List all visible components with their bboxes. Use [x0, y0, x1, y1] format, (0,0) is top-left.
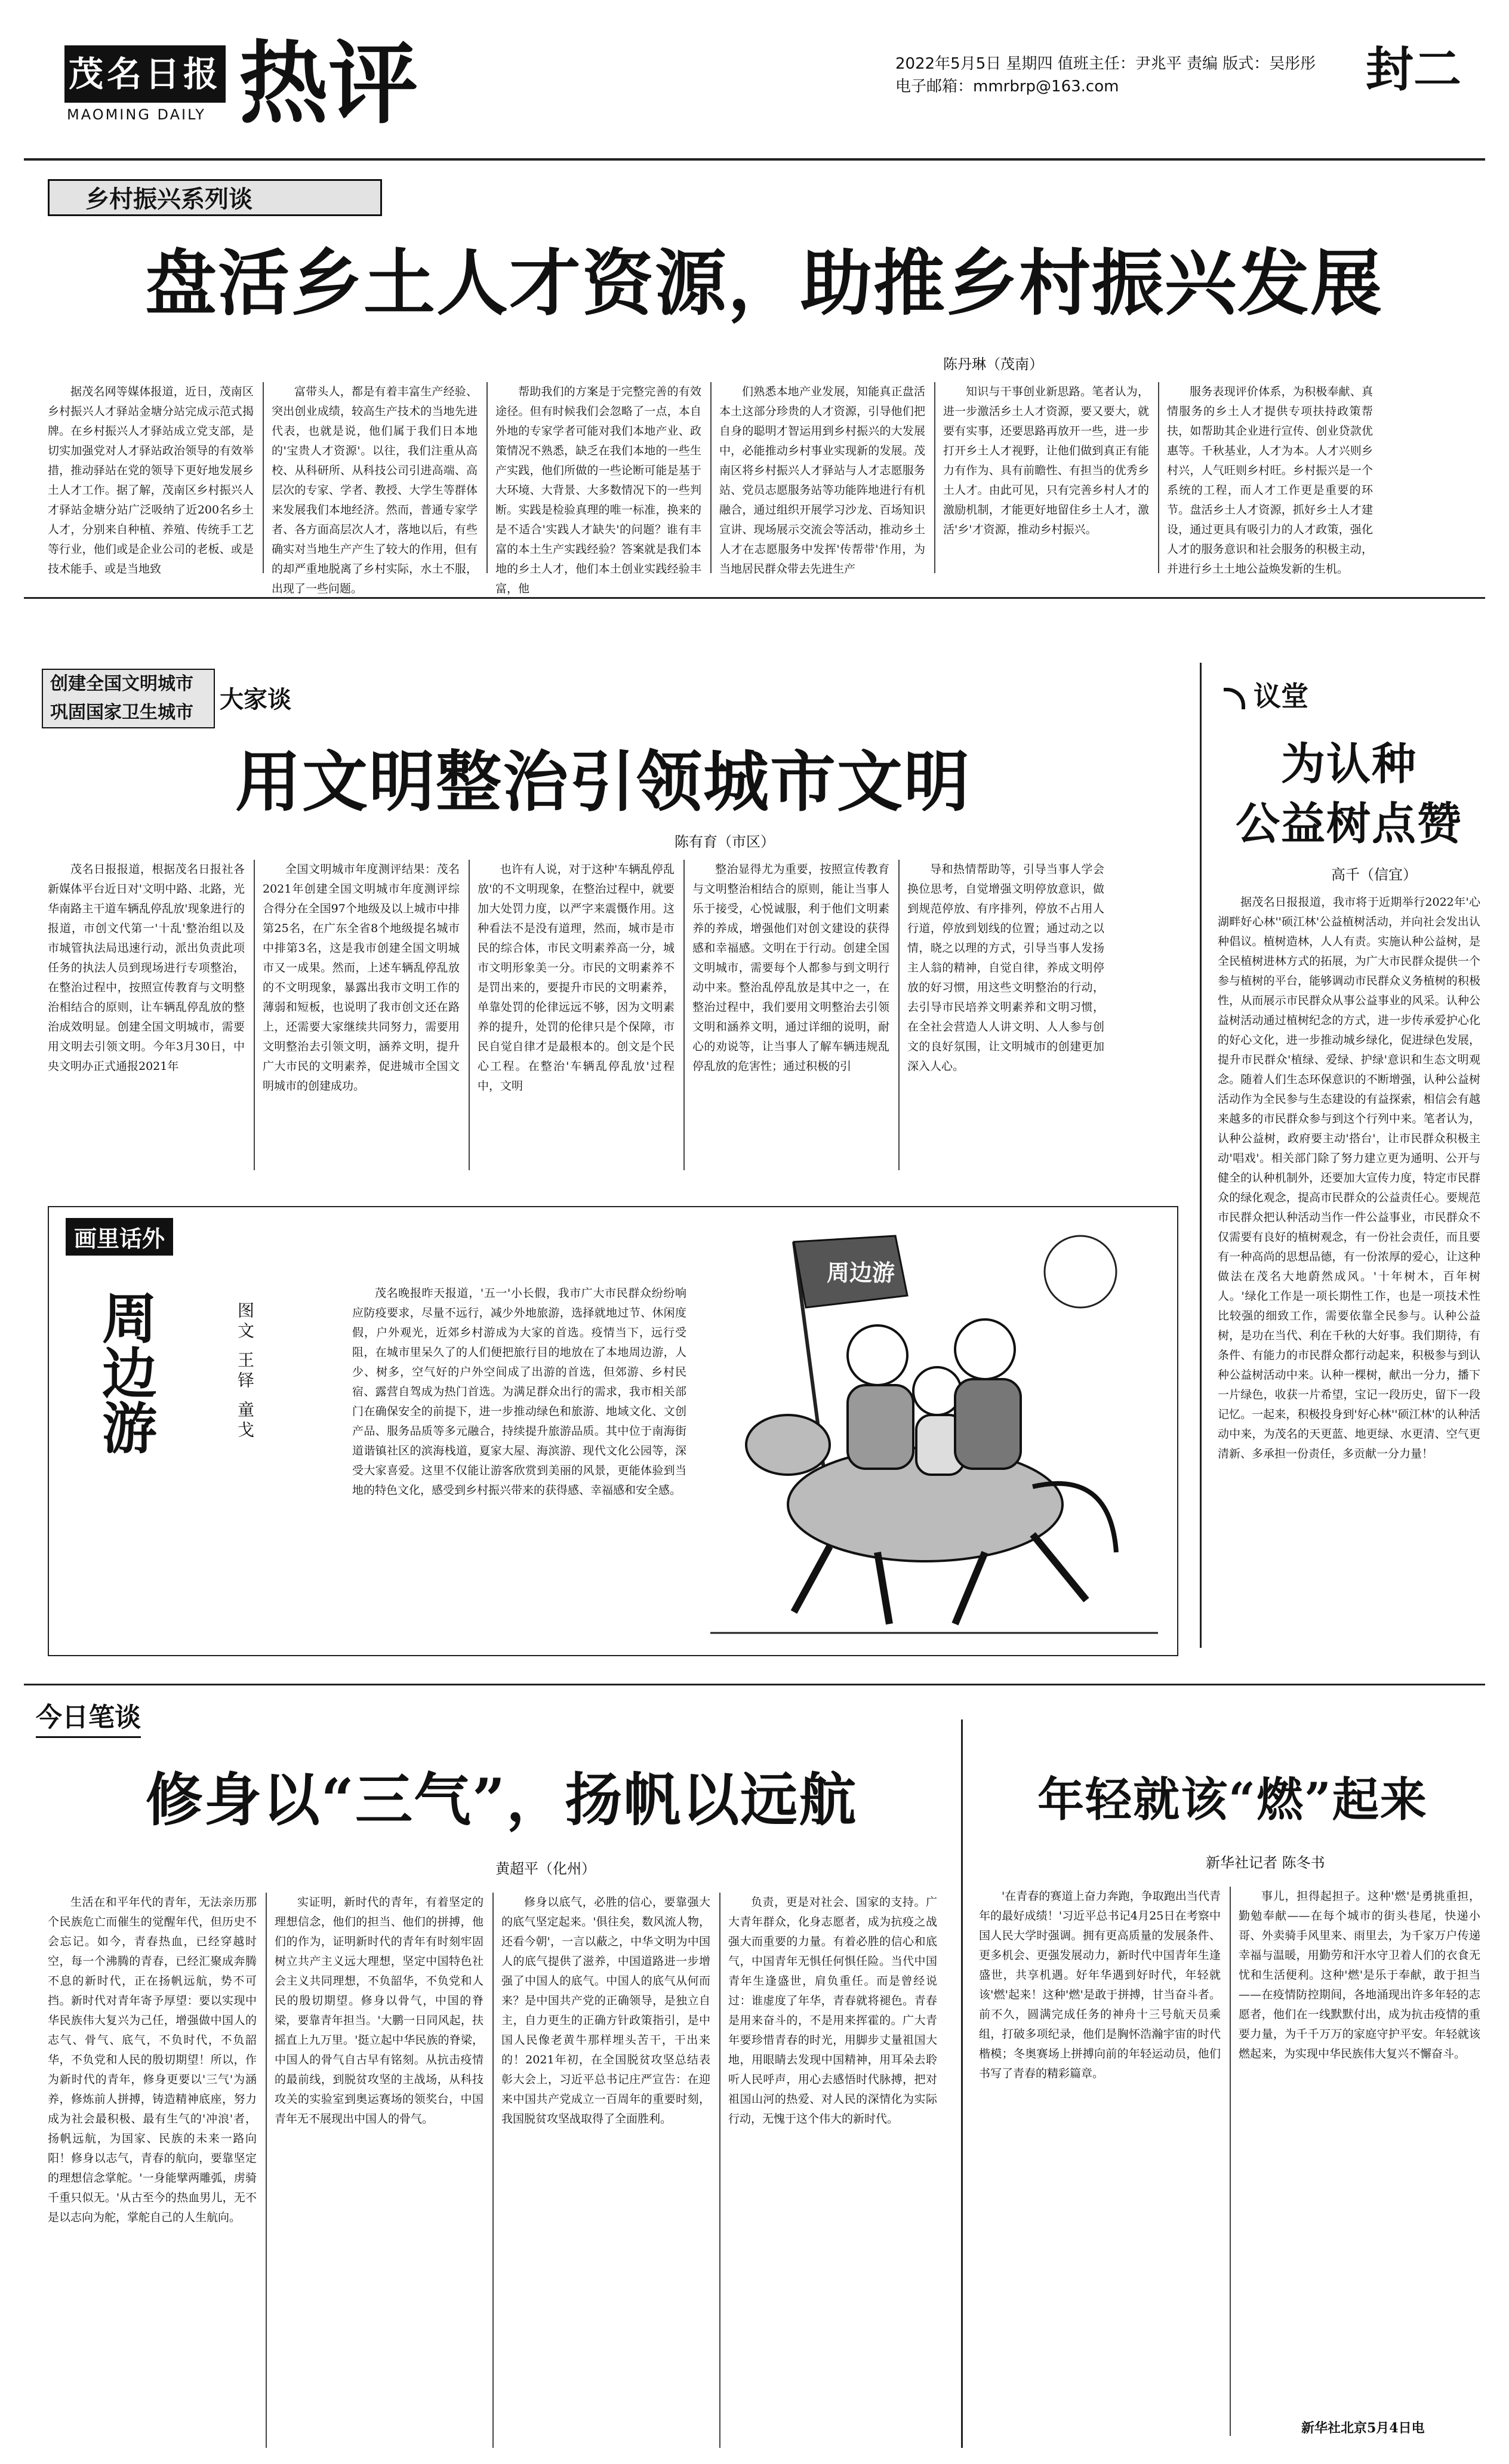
- cartoon-header: 画里话外: [66, 1218, 173, 1256]
- article1-col-2: 富带头人，都是有着丰富生产经验、突出创业成绩，较高生产技术的当地先进代表，也就是说，他们属于我们日本地的'宝贵人才资源'。以往，我们注重从高校、从科研所、从科技公司引进高端、高层次的专家、学者、教授、大学生等群体来发展我们本地经济。然而，普通专家学者、各方面高层次人才，落地以后，有些确实对当地生产产生了较大的作用，但有的却严重地脱离了乡村实际，水土不服，出现了一些问题。: [272, 385, 478, 595]
- column-name: 热评: [239, 32, 418, 136]
- article1-col-5: 知识与干事创业新思路。笔者认为，进一步激活乡土人才资源，要又要大，就要有实事，还要思路再放开一些，进一步打开乡土人才视野，让他们做到真正有能力有作为、具有前瞻性、有担当的优秀乡土人才。由此可见，只有完善乡村人才的激励机制，才能更好地留住乡土人才，激活'乡'才资源，推动乡村振兴。: [943, 385, 1149, 536]
- column-divider: [254, 860, 255, 1170]
- campaign-tag-line-2: 巩固国家卫生城市: [50, 702, 193, 723]
- article4-col-2: 实证明，新时代的青年，有着坚定的理想信念，他们的担当、他们的拼搏，他们的作为，证明新时代的青年有时刻牢固树立共产主义远大理想，坚定中国特色社会主义共同理想，不负韶华，不负党和人民的殷切期望。修身以骨气，中国的脊梁，要靠青年担当。'大鹏一日同风起，扶摇直上九万里。'挺立起中华民族的脊梁，中国人的骨气自古早有铭刻。从抗击疫情的最前线，到脱贫攻坚的主战场，从科技攻关的实验室到奥运赛场的领奖台，中国青年无不展现出中国人的骨气。: [275, 1896, 484, 2125]
- cartoon-credit: 图文 王铎 童戈: [235, 1302, 255, 1441]
- article3-title-line-1: 为认种: [1281, 739, 1417, 790]
- article1-col-1: 据茂名网等媒体报道，近日，茂南区乡村振兴人才驿站金塘分站完成示范式揭牌。在乡村振兴人才驿站成立党支部，是切实加强党对人才驿站政治领导的有效举措，推动驿站在党的领导下更好地发展乡土人才工作。据了解，茂南区乡村振兴人才驿站金塘分站广泛吸纳了近200名乡土人才，分别来自种植、养殖、传统手工艺等行业，他们或是企业公司的老板、或是技术能手、或是当地致: [48, 385, 254, 576]
- horse-head: [746, 1415, 830, 1475]
- sidebar-section: [1224, 675, 1308, 714]
- horse-leg: [955, 1552, 985, 1624]
- article2-col-1: 茂名日报报道，根据茂名日报社各新媒体平台近日对'文明中路、北路，光华南路主干道车辆乱停乱放'现象进行的报道，市创文代第一'十乱'整治组以及市城管执法局迅速行动，派出负责此项任务的执法人员到现场进行专项整治，在整治过程中，按照宣传教育与文明整治相结合的原则，让车辆乱停乱放的整治成效明显。创建全国文明城市，需要用文明去引领文明。今年3月30日，中央文明办正式通报2021年: [48, 863, 245, 1073]
- article2-col-2: 全国文明城市年度测评结果：茂名2021年创建全国文明城市年度测评综合得分在全国97个地级及以上城市中排第25名，在广东全省8个地级提名城市中排第3名，这是我市创建全国文明城市又一成果。然而，上述车辆乱停乱放的不文明现象，暴露出我市文明工作的薄弱和短板，也说明了我市创文还在路上，还需要大家继续共同努力，需要用文明整治去引领文明，涵养文明，提升广大市民的文明素养，促进城市全国文明城市的创建成功。: [263, 863, 460, 1093]
- article3-title-line-2: 公益树点赞: [1236, 798, 1462, 850]
- sidebar-divider: [1200, 663, 1202, 1648]
- rider-father: [848, 1325, 907, 1385]
- article4-title: 修身以“三气”，扬帆以远航: [145, 1766, 858, 1834]
- paper-logo: 茂名日报: [64, 45, 226, 103]
- column-divider: [266, 1893, 267, 2448]
- sun-icon: [1045, 1236, 1116, 1308]
- article2-byline: 陈有育（市区）: [675, 833, 775, 850]
- email-line: 电子邮箱：mmrbrp@163.com: [895, 78, 1119, 96]
- sidebar-section-label: 议堂: [1254, 680, 1308, 712]
- cartoon-illustration: [698, 1218, 1170, 1648]
- article3-body: 据茂名日报报道，我市将于近期举行2022年'心湖畔好心林''硕江林'公益植树活动，并向社会发出认种倡议。植树造林，人人有责。实施认种公益树，是全民植树进林方式的拓展，为广大市民群众提供一个参与植树的平台，能够调动市民群众义务植树的积极性，从而展示市民群众从事公益事业的风采。认种公益树活动通过植树纪念的方式，进一步传承爱护心化的好心文化，进一步推动城乡绿化，促进绿色发展，提升市民群众'植绿、爱绿、护绿'意识和生态文明观念。随着人们生态环保意识的不断增强，认种公益树活动作为全民参与生态建设的有益探索，相信会有越来越多的市民群众参与到这个行列中来。笔者认为，认种公益树，政府要主动'搭台'，让市民群众积极主动'唱戏'。相关部门除了努力建立更为通明、公开与健全的认种机制外，还要加大宣传力度，特定市民群众的绿化观念，提高市民群众的公益责任心。要规范市民群众把认种活动当作一件公益事业，市民群众不仅需要有良好的植树观念，有一份社会责任，而且要有一种高尚的思想品德，有一份浓厚的爱心，让这种做法在茂名大地蔚然成风。'十年树木，百年树人。'绿化工作是一项长期性工作，也是一项技术性比较强的细致工作，需要依靠全民参与。认种公益树，是功在当代、利在千秋的大好事。我们期待，有条件、有能力的市民群众都行动起来，积极参与到认种公益树活动中来。认种一棵树，献出一分力，播下一片绿色，收获一片希望，宝记一段历史，留下一段记忆。一起来，积极投身到'好心林''硕江林'的认种活动中来，为茂名的天更蓝、地更绿、水更清、空气更清新、多承担一份责任，多贡献一分力量！: [1218, 896, 1480, 1460]
- column-divider: [1230, 1887, 1231, 2436]
- issue-meta: [895, 53, 1316, 98]
- column-divider: [710, 382, 712, 573]
- article2-title: 用文明整治引领城市文明: [235, 743, 971, 820]
- campaign-tag-line-1: 创建全国文明城市: [50, 673, 193, 694]
- article1-col-3: 帮助我们的方案是于完整完善的有效途径。但有时候我们会忽略了一点，本自外地的专家学者可能对我们本地产业、政策情况不熟悉，缺乏在我们本地的一些生产实践，他们所做的一些论断可能是基于大环境、大背景、大多数情况下的一些判断。实践是检验真理的唯一标准，换来的是不适合'实践人才缺失'的问题？谁有丰富的本土生产实践经验？答案就是我们本地的乡土人才，他们本土创业实践经验丰富，他: [495, 385, 701, 595]
- section-rule: [24, 1684, 1485, 1685]
- section-rule: [24, 597, 1485, 599]
- column-divider: [1158, 382, 1159, 573]
- date-line: 2022年5月5日 星期四 值班主任：尹兆平 责编 版式：吴彤彤: [895, 55, 1316, 73]
- edition-label: 封二: [1366, 42, 1461, 97]
- column-divider: [898, 860, 900, 1170]
- article4-col-3: 修身以底气，必胜的信心，要靠强大的底气坚定起来。'俱往矣，数风流人物，还看今朝'，一言以蔽之，中华文明为中国人的底气提供了滋养，中国道路进一步增强了中国人的底气。中国人的底气从何而来？是中国共产党的正确领导，是独立自主，自力更生的正确方针政策指引，是中国人民像老黄牛那样埋头苦干，干出来的！2021年初，在全国脱贫攻坚总结表彰大会上，习近平总书记庄严宣告：在迎来中国共产党成立一百周年的重要时刻，我国脱贫攻坚战取得了全面胜利。: [501, 1896, 710, 2125]
- article1-title: 盘活乡土人才资源，助推乡村振兴发展: [145, 241, 1383, 325]
- rider-father-body: [848, 1385, 913, 1469]
- cartoon-title: 周边游: [93, 1290, 158, 1454]
- article3-byline: 高千（信宜）: [1331, 866, 1417, 883]
- article4-col-4: 负责，更是对社会、国家的支持。广大青年群众，化身志愿者，成为抗疫之战强大而重要的力量。有着必胜的信心和底气，中国青年无惧任何惧任险。当代中国青年生逢盛世，肩负重任。而是曾经说过：谁虚度了年华，青春就将褪色。青春是用来奋斗的，不是用来挥霍的。广大青年要珍惜青春的时光，用脚步丈量祖国大地，用眼睛去发现中国精神，用耳朵去聆听人民呼声，用心去感悟时代脉搏，把对祖国山河的热爱、对人民的深情化为实际行动，无愧于这个伟大的新时代。: [728, 1896, 937, 2125]
- article5-divider: [961, 1719, 963, 2448]
- horse-leg: [1033, 1534, 1086, 1600]
- article5-byline: 新华社记者 陈冬书: [1206, 1854, 1325, 1871]
- column-divider: [719, 1893, 720, 2448]
- column-divider: [934, 382, 935, 573]
- article3-title: [1218, 734, 1480, 854]
- article5-col-2: 事儿，担得起担子。这种'燃'是勇挑重担，勤勉奉献——在每个城市的街头巷尾，快递小哥、外卖骑手风里来、雨里去，为千家万户传递幸福与温暖，用勤劳和汗水守卫着人们的衣食无忧和生活便利。这种'燃'是乐于奉献，敢于担当——在疫情防控期间，各地涌现出许多年轻的志愿者，他们在一线默默付出，成为抗击疫情的重要力量，为千千万万的家庭守护平安。年轻就该燃起来，为实现中华民族伟大复兴不懈奋斗。: [1239, 1890, 1480, 2060]
- rider-mother-body: [955, 1379, 1021, 1469]
- article2-col-5: 导和热情帮助等，引导当事人学会换位思考，自觉增强文明停放意识，做到规范停放、有序排列，停放不占用人行道，停放到划线的位置；通过动之以情，晓之以理的方式，引导当事人发扬主人翁的精神，自觉自律，养成文明停放的好习惯，用这些文明整治的行动，去引导市民培养文明素养和文明习惯，在全社会营造人人讲文明、人人参与创文的良好氛围，让文明城市的创建更加深入人心。: [907, 863, 1104, 1073]
- article4-byline: 黄超平（化州）: [495, 1860, 596, 1877]
- column-divider: [263, 382, 264, 573]
- article5-dateline: 新华社北京5月4日电: [1301, 2420, 1425, 2436]
- cartoon-body: 茂名晚报昨天报道，'五一'小长假，我市广大市民群众纷纷响应防疫要求，尽量不远行，减少外地旅游，选择就地过节、休闲度假，户外观光，近郊乡村游成为大家的首选。疫情当下，远行受阻，在城市里呆久了的人们便把旅行目的地放在了本地周边游，人少、树多，空气好的户外空间成了出游的首选，但郊游、乡村民宿、露营自驾成为热门首选。为满足群众出行的需求，我市相关部门在确保安全的前提下，进一步推动绿色和旅游、地域文化、文创产品、服务品质等多元融合，持续提升旅游品质。其中位于南海街道谐镇社区的滨海栈道，夏家大屋、海滨游、现代文化公园等，深受大家喜爱。这里不仅能让游客欣赏到美丽的风景，更能体验到当地的特色文化，感受到乡村振兴带来的获得感、幸福感和安全感。: [352, 1287, 686, 1497]
- article1-col-4: 们熟悉本地产业发展，知能真正盘活本土这部分珍贵的人才资源，引导他们把自身的聪明才智运用到乡村振兴的大发展中，必能推动乡村事业实现新的发展。茂南区将乡村振兴人才驿站与人才志愿服务站、党员志愿服务站等功能阵地进行有机融合，通过组织开展学习沙龙、百场知识宣讲、现场展示交流会等活动，推动乡土人才在志愿服务中发挥'传帮带'作用，为当地居民群众带去先进生产: [719, 385, 925, 576]
- article4-section: 今日笔谈: [36, 1696, 141, 1738]
- article5-title: 年轻就该“燃”起来: [1037, 1773, 1428, 1827]
- column-divider: [492, 1893, 494, 2448]
- series-tag: 乡村振兴系列谈: [48, 179, 382, 216]
- masthead-rule: [24, 158, 1485, 161]
- paper-name-en: MAOMING DAILY: [67, 106, 206, 123]
- rider-mother: [955, 1319, 1015, 1379]
- article2-col-4: 整治显得尤为重要，按照宣传教育与文明整治相结合的原则，能让当事人乐于接受，心悦诚服，利于他们文明素养的养成，增强他们对创文建设的获得感和幸福感。文明在于行动。创建全国文明城市，需要每个人都参与到文明行动中来。整治乱停乱放是其中之一，在整治过程中，我们要用文明整治去引领文明和涵养文明，通过详细的说明，耐心的劝说等，让当事人了解车辆违规乱停乱放的危害性；通过积极的引: [692, 863, 889, 1073]
- article5-col-1: '在青春的赛道上奋力奔跑，争取跑出当代青年的最好成绩！'习近平总书记4月25日在考察中国人民大学时强调。拥有更高质量的发展条件、更多机会、更强发展动力，新时代中国青年生逢盛世，共享机遇。好年华遇到好时代，年轻就该'燃'起来！这种'燃'是敢于拼搏，甘当奋斗者。前不久，圆满完成任务的神舟十三号航天员乘组，打破多项纪录，他们是胸怀浩瀚宇宙的时代楷模；冬奥赛场上拼搏向前的年轻运动员，他们书写了青春的精彩篇章。: [979, 1890, 1221, 2080]
- article4-col-1: 生活在和平年代的青年，无法亲历那个民族危亡而催生的觉醒年代，但历史不会忘记。如今，青春热血，已经穿越时空，每一个沸腾的青春，已经汇聚成奔腾不息的新时代，正在扬帆远航，势不可挡。新时代对青年寄予厚望：要以实现中华民族伟大复兴为己任，增强做中国人的志气、骨气、底气，不负时代，不负韶华，不负党和人民的殷切期望！所以，作为新时代的青年，修身更要以'三气'为涵养，修炼前人拼搏，铸造精神底座，努力成为社会最积极、最有生气的'冲浪'者，扬帆远航，为国家、民族的未来一路向阳！修身以志气，青春的航向，要靠坚定的理想信念掌舵。'一身能擘两雕弧，虏骑千重只似无。'从古至今的热血男儿，无不是以志向为舵，掌舵自己的人生航向。: [48, 1896, 257, 2224]
- article1-col-6: 服务表现评价体系，为积极奉献、真情服务的乡土人才提供专项扶持政策帮扶，如帮助其企业进行宣传、创业贷款优惠等。千秋基业，人才为本。人才兴则乡村兴，人气旺则乡村旺。乡村振兴是一个系统的工程，而人才工作更是重要的环节。盘活乡土人才资源，抓好乡土人才建设，通过更具有吸引力的人才政策，强化人才的服务意识和社会服务的积极主动，并进行乡土土地公益焕发新的生机。: [1167, 385, 1373, 576]
- campaign-tag: [42, 669, 215, 728]
- horse-leg: [794, 1546, 830, 1612]
- flag-text: 周边游: [827, 1260, 895, 1286]
- rss-icon: [1224, 688, 1245, 709]
- column-divider: [469, 860, 470, 1170]
- article1-byline: 陈丹琳（茂南）: [943, 356, 1043, 373]
- column-divider: [486, 382, 488, 573]
- article2-col-3: 也许有人说，对于这种'车辆乱停乱放'的不文明现象，在整治过程中，就要加大处罚力度，以严字来震慑作用。这种看法不是没有道理，然而，城市是市民的综合体，市民文明素养高一分，城市文明形象美一分。市民的文明素养不是罚出来的，要提升市民的文明素养，单靠处罚的伦律远远不够，因为文明素养的提升，处罚的伦律只是个保障，市民自觉自律才是最根本的。创文是个民心工程。在整治'车辆乱停乱放'过程中，文明: [478, 863, 675, 1093]
- discussion-tag: 大家谈: [220, 686, 291, 713]
- column-divider: [683, 860, 685, 1170]
- horse-leg: [877, 1552, 889, 1624]
